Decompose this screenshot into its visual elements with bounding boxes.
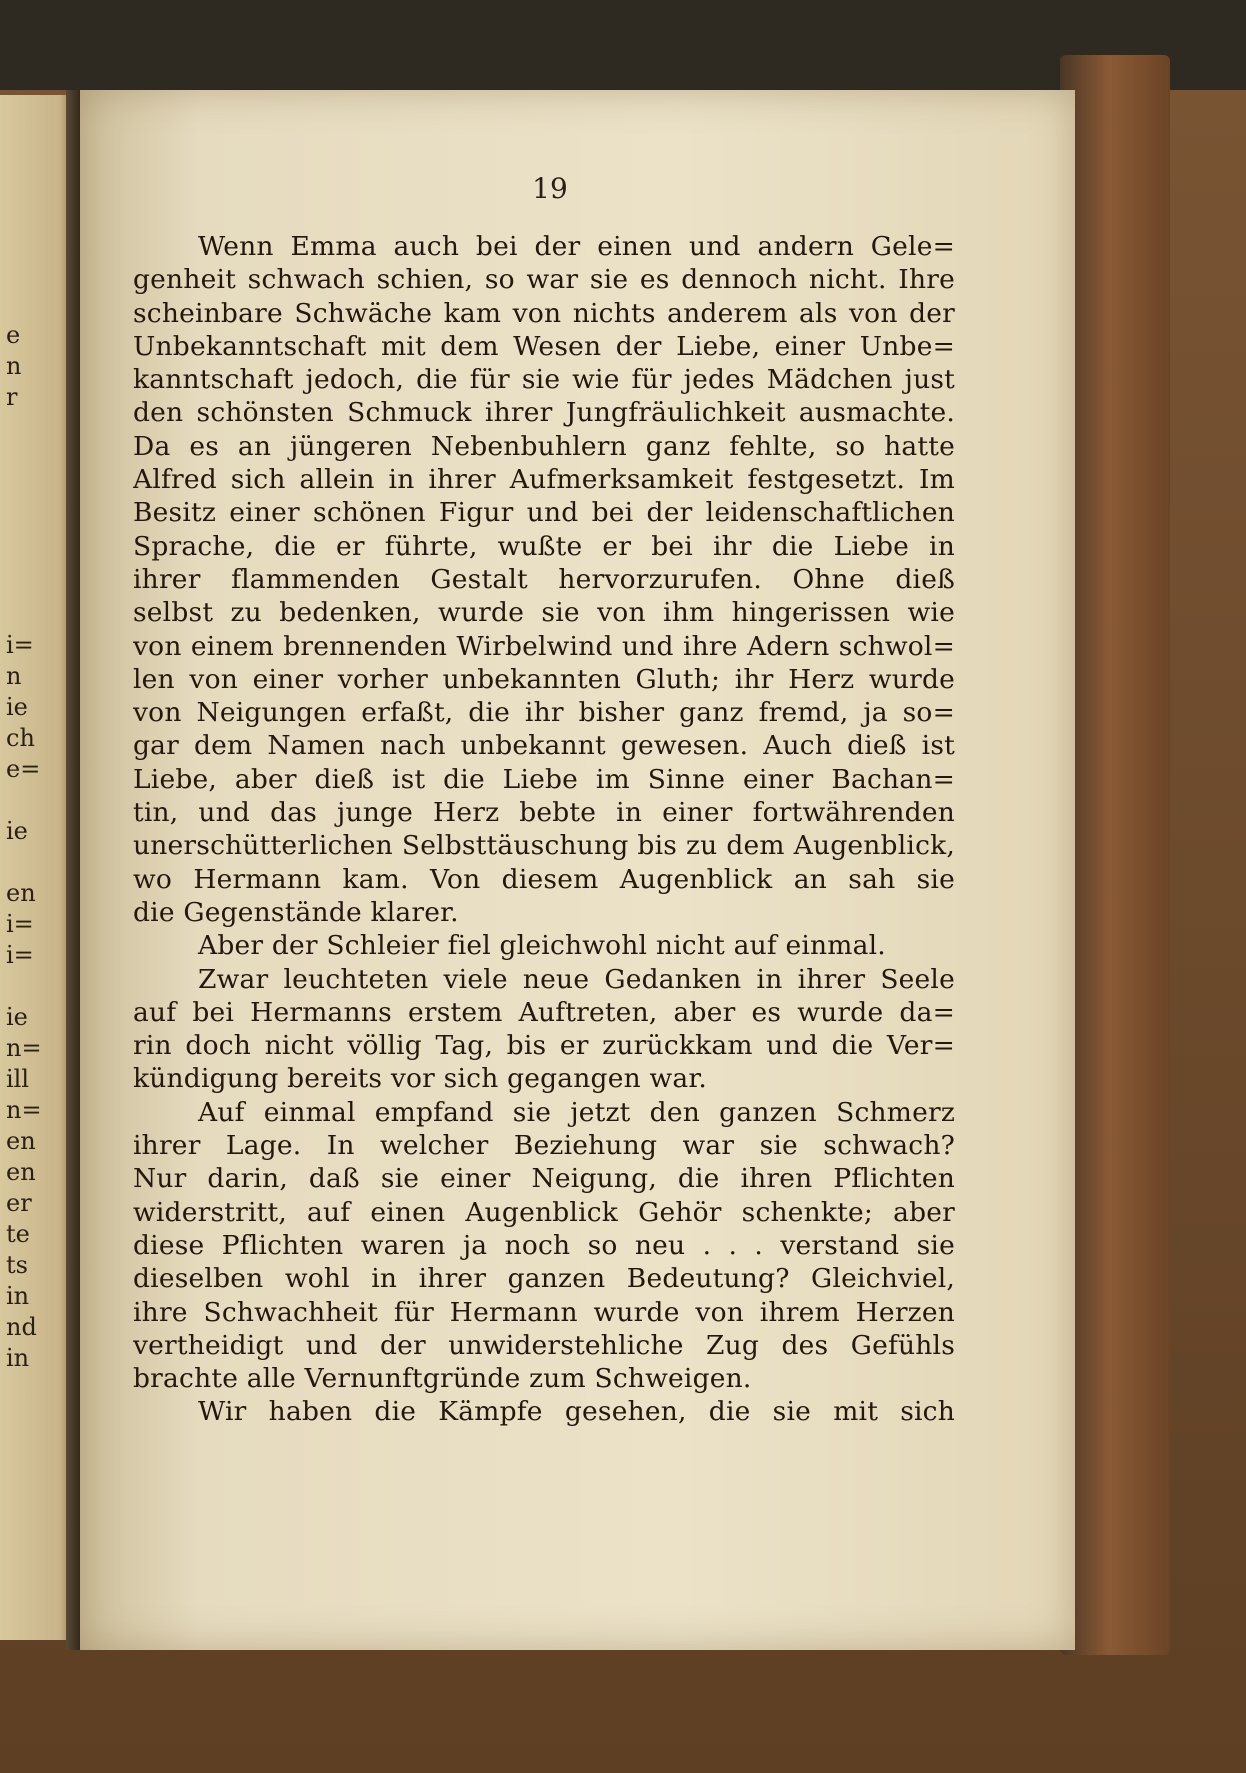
facing-page-fragment (0, 444, 40, 475)
text-line: genheit schwach schien, so war sie es dennoch nicht. Ihre (133, 264, 955, 296)
facing-page-fragment: te (6, 1220, 30, 1248)
facing-page-fragment: in (6, 1344, 30, 1372)
facing-page-fragment: ie (6, 817, 28, 845)
text-line: unerschütterlichen Selbsttäuschung bis zu dem Augenblick, (133, 830, 955, 862)
facing-page-fragment (0, 413, 40, 444)
text-line: ihrer Lage. In welcher Beziehung war sie schwach? (133, 1130, 955, 1162)
facing-page-fragment: ch (6, 724, 35, 752)
facing-page-fragment: er (6, 1189, 32, 1217)
facing-page-fragment (0, 537, 40, 568)
text-line: Sprache, die er führte, wußte er bei ihr die Liebe in (133, 530, 955, 562)
facing-page-fragment: in (6, 1282, 30, 1310)
facing-page-text (0, 320, 40, 1374)
page-number: 19 (532, 172, 568, 205)
text-line: Unbekanntschaft mit dem Wesen der Liebe, einer Unbe= (133, 330, 955, 362)
text-line: widerstritt, auf einen Augenblick Gehör schenkte; aber (133, 1196, 955, 1228)
facing-page-fragment: e= (6, 755, 41, 783)
text-line: Liebe, aber dieß ist die Liebe im Sinne einer Bachan= (133, 763, 955, 795)
text-line: kündigung bereits vor sich gegangen war. (133, 1063, 707, 1095)
text-line: dieselben wohl in ihrer ganzen Bedeutung? Gleichviel, (133, 1263, 955, 1295)
text-line: den schönsten Schmuck ihrer Jungfräulichkeit ausmachte. (133, 397, 955, 429)
facing-page-fragment: i= (6, 631, 34, 659)
facing-page-fragment (0, 506, 40, 537)
text-line: von einem brennenden Wirbelwind und ihre Adern schwol= (133, 630, 955, 662)
facing-page-fragment: n= (6, 1096, 42, 1124)
text-line: len von einer vorher unbekannten Gluth; ihr Herz wurde (133, 663, 955, 695)
facing-page-fragment: n= (6, 1034, 42, 1062)
text-line: ihrer flammenden Gestalt hervorzurufen. Ohne dieß (133, 563, 955, 595)
facing-page-fragment (0, 599, 40, 630)
text-line: die Gegenstände klarer. (133, 896, 459, 928)
text-line: brachte alle Vernunftgründe zum Schweigen. (133, 1363, 752, 1395)
text-line: Zwar leuchteten viele neue Gedanken in ihrer Seele (198, 963, 955, 995)
text-line: Aber der Schleier fiel gleichwohl nicht auf einmal. (198, 930, 886, 962)
facing-page-fragment: ie (6, 693, 28, 721)
text-line: Da es an jüngeren Nebenbuhlern ganz fehlte, so hatte (133, 430, 955, 462)
facing-page-fragment (0, 785, 40, 816)
text-line: Wenn Emma auch bei der einen und andern Gele= (198, 231, 955, 262)
facing-page-fragment: en (6, 1127, 36, 1155)
facing-page-fragment: en (6, 879, 36, 907)
facing-page-fragment: n (6, 662, 22, 690)
facing-page-fragment (0, 971, 40, 1002)
text-line: Auf einmal empfand sie jetzt den ganzen Schmerz (198, 1096, 955, 1128)
text-line: gar dem Namen nach unbekannt gewesen. Auch dieß ist (133, 730, 955, 762)
text-line: selbst zu bedenken, wurde sie von ihm hingerissen wie (133, 597, 955, 629)
text-line: auf bei Hermanns erstem Auftreten, aber es wurde da= (133, 996, 955, 1028)
facing-page-fragment: nd (6, 1313, 37, 1341)
text-line: diese Pflichten waren ja noch so neu . . . verstand sie (133, 1229, 955, 1261)
facing-page (0, 95, 75, 1640)
text-line: wo Hermann kam. Von diesem Augenblick an sah sie (133, 863, 955, 895)
facing-page-fragment: e (6, 321, 21, 349)
text-line: kanntschaft jedoch, die für sie wie für jedes Mädchen just (133, 364, 955, 396)
text-line: scheinbare Schwäche kam von nichts anderem als von der (133, 297, 955, 329)
book-cover-edge (1060, 55, 1170, 1655)
text-line: Wir haben die Kämpfe gesehen, die sie mit sich (198, 1396, 955, 1428)
text-line: von Neigungen erfaßt, die ihr bisher ganz fremd, ja so= (133, 697, 955, 729)
facing-page-fragment (0, 568, 40, 599)
facing-page-fragment: r (6, 383, 18, 411)
facing-page-fragment: i= (6, 941, 34, 969)
facing-page-fragment (0, 475, 40, 506)
text-line: vertheidigt und der unwiderstehliche Zug des Gefühls (133, 1329, 955, 1361)
text-line: ihre Schwachheit für Hermann wurde von ihrem Herzen (133, 1296, 955, 1328)
facing-page-fragment (0, 847, 40, 878)
facing-page-fragment: ts (6, 1251, 28, 1279)
text-line: Besitz einer schönen Figur und bei der leidenschaftlichen (133, 497, 955, 529)
facing-page-fragment: en (6, 1158, 36, 1186)
facing-page-fragment: n (6, 352, 22, 380)
text-line: tin, und das junge Herz bebte in einer fortwährenden (133, 797, 955, 829)
text-line: rin doch nicht völlig Tag, bis er zurückkam und die Ver= (133, 1030, 955, 1062)
facing-page-fragment: ill (6, 1065, 30, 1093)
text-line: Alfred sich allein in ihrer Aufmerksamkeit festgesetzt. Im (133, 464, 955, 496)
facing-page-fragment: i= (6, 910, 34, 938)
body-text (133, 230, 955, 1429)
facing-page-fragment: ie (6, 1003, 28, 1031)
text-line: Nur darin, daß sie einer Neigung, die ihren Pflichten (133, 1163, 955, 1195)
